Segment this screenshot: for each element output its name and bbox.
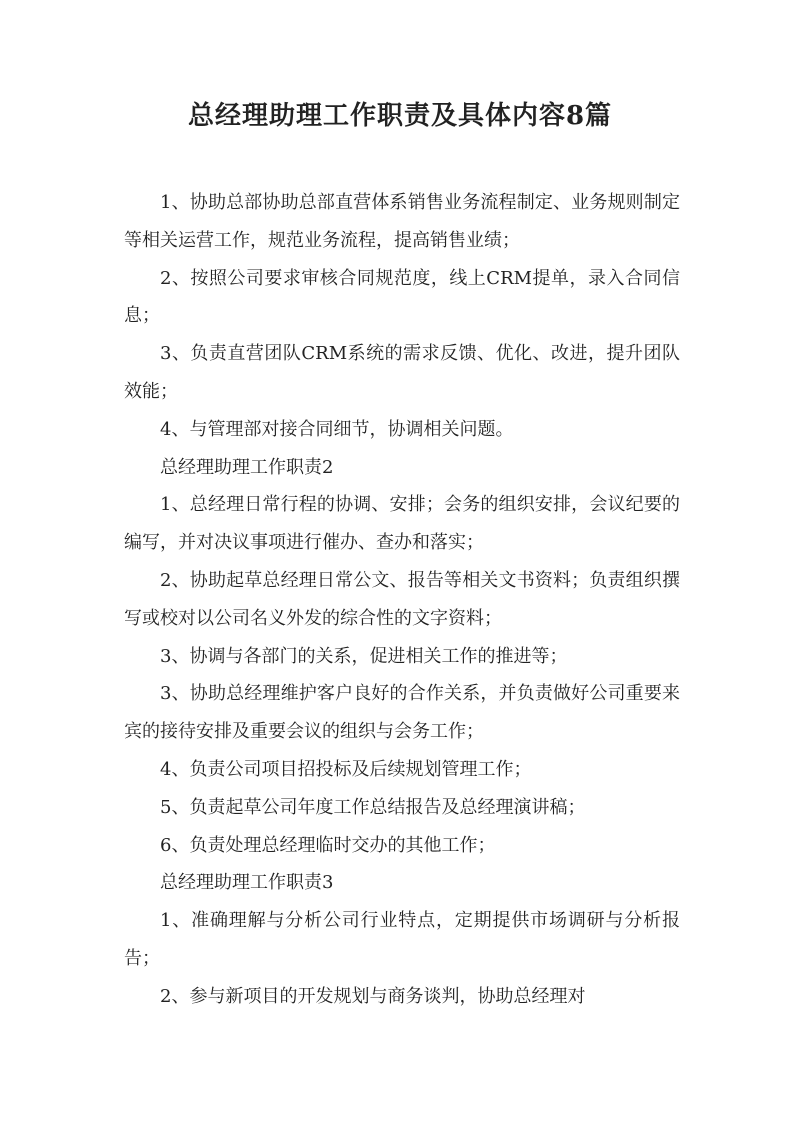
paragraph: 2、参与新项目的开发规划与商务谈判，协助总经理对	[160, 985, 586, 1007]
paragraph: 1、协助总部协助总部直营体系销售业务流程制定、业务规则制定等相关运营工作，规范业务流程，提高销售业绩；	[124, 192, 680, 251]
paragraph: 1、总经理日常行程的协调、安排；会务的组织安排，会议纪要的编写，并对决议事项进行催办、查办和落实；	[124, 494, 680, 554]
document-title: 总经理助理工作职责及具体内容8篇	[187, 101, 613, 131]
paragraph: 2、按照公司要求审核合同规范度，线上CRM提单，录入合同信息；	[124, 267, 680, 327]
paragraph: 2、协助起草总经理日常公文、报告等相关文书资料；负责组织撰写或校对以公司名义外发的综合性的文字资料；	[124, 569, 680, 629]
section-heading: 总经理助理工作职责3	[160, 872, 334, 894]
paragraph: 3、协调与各部门的关系，促进相关工作的推进等；	[160, 645, 568, 667]
paragraph: 3、协助总经理维护客户良好的合作关系，并负责做好公司重要来宾的接待安排及重要会议的组织与会务工作；	[124, 683, 680, 743]
document-body	[124, 184, 680, 1016]
section-heading: 总经理助理工作职责2	[160, 456, 334, 478]
paragraph: 4、负责公司项目招投标及后续规划管理工作；	[160, 758, 532, 780]
paragraph: 1、准确理解与分析公司行业特点，定期提供市场调研与分析报告；	[124, 910, 680, 969]
paragraph: 6、负责处理总经理临时交办的其他工作；	[160, 834, 496, 856]
paragraph: 5、负责起草公司年度工作总结报告及总经理演讲稿；	[160, 796, 586, 818]
paragraph: 3、负责直营团队CRM系统的需求反馈、优化、改进，提升团队效能；	[124, 343, 680, 402]
paragraph: 4、与管理部对接合同细节，协调相关问题。	[160, 418, 514, 440]
